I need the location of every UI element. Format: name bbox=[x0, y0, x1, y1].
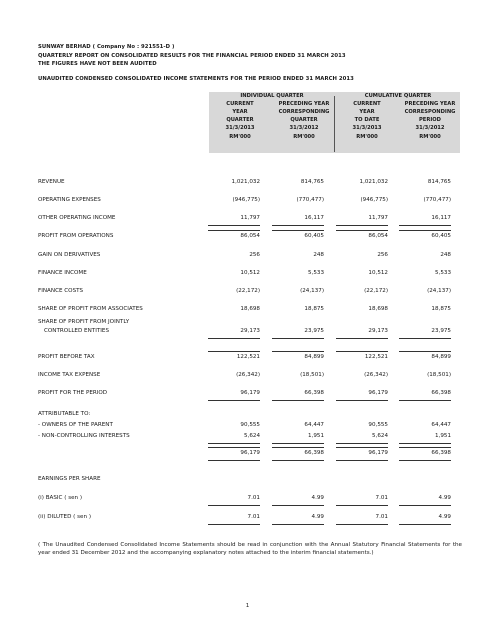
total-rule bbox=[336, 225, 388, 226]
row-value: 96,179 bbox=[368, 390, 388, 396]
row-value: 7.01 bbox=[375, 514, 388, 520]
row-label: OTHER OPERATING INCOME bbox=[38, 215, 116, 221]
row-value: 86,054 bbox=[368, 233, 388, 239]
row-value: 248 bbox=[440, 252, 451, 258]
row-value: 18,875 bbox=[431, 306, 451, 312]
row-value: 814,765 bbox=[427, 179, 451, 185]
row-value: 64,447 bbox=[431, 422, 451, 428]
report-title: QUARTERLY REPORT ON CONSOLIDATED RESULTS FOR THE FINANCIAL PERIOD ENDED 31 MARCH 2013 bbox=[38, 53, 346, 59]
column-2-header-l2: CORRESPONDING bbox=[278, 109, 330, 115]
row-value: 256 bbox=[249, 252, 260, 258]
row-value: 11,797 bbox=[240, 215, 260, 221]
row-value: 10,512 bbox=[368, 270, 388, 276]
row-value: 5,533 bbox=[307, 270, 324, 276]
audit-note: THE FIGURES HAVE NOT BEEN AUDITED bbox=[38, 61, 157, 67]
column-3-header-l1: CURRENT bbox=[353, 101, 381, 107]
footnote: ( The Unaudited Condensed Consolidated Income Statements should be read in conjunction with the Annual Statutory Financial Statements for the year ended 31 December 2012 and the accompanying explanatory notes attached to the interim financial statements.) bbox=[38, 542, 462, 557]
row-value: 18,875 bbox=[304, 306, 324, 312]
bottom-rule bbox=[272, 505, 324, 506]
row-value: 1,951 bbox=[434, 433, 451, 439]
row-value: (18,501) bbox=[427, 372, 451, 378]
row-value: 84,899 bbox=[304, 354, 324, 360]
bottom-rule bbox=[208, 505, 260, 506]
row-value: (22,172) bbox=[236, 288, 260, 294]
subtotal-rule bbox=[208, 351, 260, 352]
bottom-rule bbox=[399, 400, 451, 401]
statement-title: UNAUDITED CONDENSED CONSOLIDATED INCOME STATEMENTS FOR THE PERIOD ENDED 31 MARCH 2013 bbox=[38, 76, 354, 82]
row-label: (i) BASIC ( sen ) bbox=[38, 495, 83, 501]
company-title: SUNWAY BERHAD ( Company No : 921551-D ) bbox=[38, 44, 175, 50]
row-value: 66,398 bbox=[431, 450, 451, 456]
row-value: (24,137) bbox=[427, 288, 451, 294]
row-value: 5,533 bbox=[434, 270, 451, 276]
row-value: 96,179 bbox=[240, 450, 260, 456]
row-value: 66,398 bbox=[431, 390, 451, 396]
row-label: FINANCE COSTS bbox=[38, 288, 84, 294]
row-value: (18,501) bbox=[300, 372, 324, 378]
total-rule bbox=[208, 225, 260, 226]
bottom-rule bbox=[399, 505, 451, 506]
row-value: 16,117 bbox=[304, 215, 324, 221]
row-value: 11,797 bbox=[368, 215, 388, 221]
total-rule bbox=[208, 443, 260, 444]
row-label-continued: CONTROLLED ENTITIES bbox=[44, 328, 109, 334]
column-1-header-l1: CURRENT bbox=[226, 101, 254, 107]
subtotal-rule bbox=[336, 230, 388, 231]
column-2-header-l1: PRECEDING YEAR bbox=[278, 101, 330, 107]
row-value: 90,555 bbox=[368, 422, 388, 428]
row-value: 18,698 bbox=[240, 306, 260, 312]
row-value: 1,951 bbox=[307, 433, 324, 439]
bottom-rule bbox=[399, 524, 451, 525]
bottom-rule bbox=[208, 400, 260, 401]
page-number: 1 bbox=[245, 603, 250, 609]
row-value: 10,512 bbox=[240, 270, 260, 276]
total-rule bbox=[399, 338, 451, 339]
group-cumulative-quarter: CUMULATIVE QUARTER bbox=[364, 93, 432, 99]
row-value: 16,117 bbox=[431, 215, 451, 221]
row-value: (770,477) bbox=[423, 197, 451, 203]
bottom-rule bbox=[272, 400, 324, 401]
row-value: 66,398 bbox=[304, 390, 324, 396]
column-4-header-unit: RM'000 bbox=[419, 134, 441, 140]
row-value: 60,405 bbox=[304, 233, 324, 239]
row-label: REVENUE bbox=[38, 179, 65, 185]
row-value: 4.99 bbox=[311, 495, 324, 501]
group-individual-quarter: INDIVIDUAL QUARTER bbox=[240, 93, 304, 99]
row-value: 1,021,032 bbox=[231, 179, 260, 185]
bottom-rule bbox=[399, 460, 451, 461]
row-value: 4.99 bbox=[311, 514, 324, 520]
bottom-rule bbox=[336, 460, 388, 461]
row-value: 90,555 bbox=[240, 422, 260, 428]
column-1-header-l4: 31/3/2013 bbox=[225, 125, 255, 131]
row-label: OPERATING EXPENSES bbox=[38, 197, 101, 203]
column-1-header-unit: RM'000 bbox=[229, 134, 251, 140]
column-4-header-l2: CORRESPONDING bbox=[404, 109, 456, 115]
total-rule bbox=[399, 225, 451, 226]
row-value: 64,447 bbox=[304, 422, 324, 428]
row-label: EARNINGS PER SHARE bbox=[38, 476, 101, 482]
row-label: GAIN ON DERIVATIVES bbox=[38, 252, 101, 258]
subtotal-rule bbox=[208, 447, 260, 448]
row-label: PROFIT BEFORE TAX bbox=[38, 354, 95, 360]
row-value: 122,521 bbox=[236, 354, 260, 360]
column-3-header-unit: RM'000 bbox=[356, 134, 378, 140]
row-value: 23,975 bbox=[304, 328, 324, 334]
row-value: (770,477) bbox=[296, 197, 324, 203]
row-value: 814,765 bbox=[300, 179, 324, 185]
subtotal-rule bbox=[272, 447, 324, 448]
row-value: 4.99 bbox=[438, 495, 451, 501]
column-3-header-l4: 31/3/2013 bbox=[352, 125, 382, 131]
total-rule bbox=[272, 225, 324, 226]
column-4-header-l3: PERIOD bbox=[419, 117, 441, 123]
subtotal-rule bbox=[399, 230, 451, 231]
row-value: 4.99 bbox=[438, 514, 451, 520]
subtotal-rule bbox=[399, 351, 451, 352]
row-value: 1,021,032 bbox=[359, 179, 388, 185]
row-value: 96,179 bbox=[368, 450, 388, 456]
row-value: 84,899 bbox=[431, 354, 451, 360]
column-4-header-l4: 31/3/2012 bbox=[415, 125, 445, 131]
subtotal-rule bbox=[336, 351, 388, 352]
row-label: PROFIT FOR THE PERIOD bbox=[38, 390, 108, 396]
row-value: 5,624 bbox=[371, 433, 388, 439]
row-label: INCOME TAX EXPENSE bbox=[38, 372, 101, 378]
row-value: 96,179 bbox=[240, 390, 260, 396]
subtotal-rule bbox=[336, 447, 388, 448]
bottom-rule bbox=[208, 524, 260, 525]
row-value: 7.01 bbox=[247, 495, 260, 501]
bottom-rule bbox=[336, 400, 388, 401]
row-value: (24,137) bbox=[300, 288, 324, 294]
row-value: (946,775) bbox=[360, 197, 388, 203]
row-value: 7.01 bbox=[375, 495, 388, 501]
column-2-header-unit: RM'000 bbox=[293, 134, 315, 140]
bottom-rule bbox=[272, 460, 324, 461]
row-value: (22,172) bbox=[364, 288, 388, 294]
row-label: (ii) DILUTED ( sen ) bbox=[38, 514, 91, 520]
subtotal-rule bbox=[272, 351, 324, 352]
row-label: - NON-CONTROLLING INTERESTS bbox=[38, 433, 130, 439]
row-label: PROFIT FROM OPERATIONS bbox=[38, 233, 114, 239]
column-2-header-l3: QUARTER bbox=[290, 117, 318, 123]
total-rule bbox=[336, 338, 388, 339]
row-value: 256 bbox=[377, 252, 388, 258]
row-value: (26,342) bbox=[236, 372, 260, 378]
row-value: (26,342) bbox=[364, 372, 388, 378]
subtotal-rule bbox=[399, 447, 451, 448]
bottom-rule bbox=[336, 505, 388, 506]
total-rule bbox=[272, 443, 324, 444]
total-rule bbox=[336, 443, 388, 444]
column-4-header-l1: PRECEDING YEAR bbox=[404, 101, 456, 107]
total-rule bbox=[272, 338, 324, 339]
row-value: 23,975 bbox=[431, 328, 451, 334]
column-1-header-l2: YEAR bbox=[232, 109, 248, 115]
subtotal-rule bbox=[272, 230, 324, 231]
row-value: 7.01 bbox=[247, 514, 260, 520]
column-1-header-l3: QUARTER bbox=[226, 117, 254, 123]
column-3-header-l2: YEAR bbox=[359, 109, 375, 115]
bottom-rule bbox=[272, 524, 324, 525]
bottom-rule bbox=[208, 460, 260, 461]
row-value: 248 bbox=[313, 252, 324, 258]
row-value: 122,521 bbox=[364, 354, 388, 360]
row-value: 29,173 bbox=[368, 328, 388, 334]
total-rule bbox=[208, 338, 260, 339]
row-value: 86,054 bbox=[240, 233, 260, 239]
row-value: 29,173 bbox=[240, 328, 260, 334]
row-value: 60,405 bbox=[431, 233, 451, 239]
row-value: 5,624 bbox=[243, 433, 260, 439]
row-label: SHARE OF PROFIT FROM ASSOCIATES bbox=[38, 306, 143, 312]
bottom-rule bbox=[336, 524, 388, 525]
total-rule bbox=[399, 443, 451, 444]
column-3-header-l3: TO DATE bbox=[354, 117, 380, 123]
row-value: (946,775) bbox=[232, 197, 260, 203]
row-label: ATTRIBUTABLE TO: bbox=[38, 411, 91, 417]
row-value: 66,398 bbox=[304, 450, 324, 456]
column-2-header-l4: 31/3/2012 bbox=[289, 125, 319, 131]
row-value: 18,698 bbox=[368, 306, 388, 312]
row-label: SHARE OF PROFIT FROM JOINTLY bbox=[38, 319, 130, 325]
row-label: FINANCE INCOME bbox=[38, 270, 87, 276]
row-label: - OWNERS OF THE PARENT bbox=[38, 422, 113, 428]
subtotal-rule bbox=[208, 230, 260, 231]
